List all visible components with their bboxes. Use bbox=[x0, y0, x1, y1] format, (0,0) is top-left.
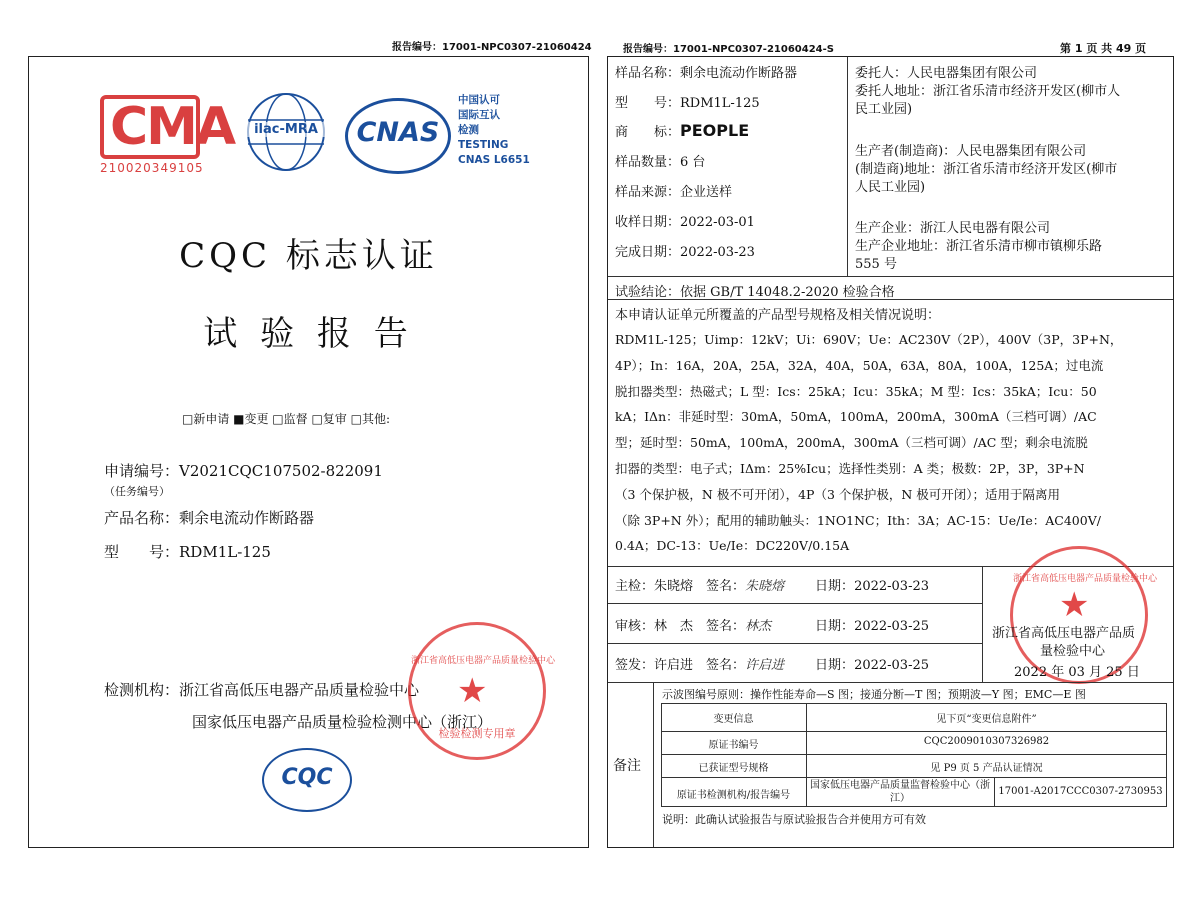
factory-address-1: 生产企业地址：浙江省乐清市柳市镇柳乐路 bbox=[855, 239, 1103, 254]
cma-mark: CMA bbox=[100, 95, 200, 159]
desc-line: （3 个保护极，N 极不可开闭），4P（3 个保护极，N 极可开闭）；适用于隔离用 bbox=[615, 486, 1061, 502]
sample-source: 样品来源：企业送样 bbox=[615, 185, 733, 200]
product-name-row bbox=[104, 507, 314, 528]
sample-model: 型 号：RDM1L-125 bbox=[615, 96, 760, 111]
cma-number: 210020349105 bbox=[100, 161, 204, 175]
application-no-label: 申请编号： bbox=[104, 462, 180, 480]
signer-role: 签发：许启进 bbox=[615, 658, 694, 673]
cnas-caption-line: CNAS L6651 bbox=[458, 154, 530, 166]
date-label: 日期： bbox=[815, 658, 855, 673]
signer-row bbox=[615, 654, 929, 673]
ilac-text: ilac-MRA bbox=[240, 122, 332, 137]
signer-row bbox=[615, 575, 929, 594]
manufacturer-address-2: 人民工业园) bbox=[855, 180, 926, 195]
cnas-caption bbox=[458, 93, 530, 168]
desc-line: 0.4A；DC-13：Ue/Ie：DC220V/0.15A bbox=[615, 538, 850, 554]
remarks-row-value: 见下页“变更信息附件” bbox=[936, 714, 1037, 725]
cma-logo bbox=[100, 95, 235, 175]
stamp-center-text-2: 量检验中心 bbox=[1040, 644, 1106, 659]
desc-line: 扣器的类型：电子式；IΔm：25%Icu；选择性类别：A 类；极数：2P，3P，3P+N bbox=[615, 460, 1085, 476]
sign-date: 2022-03-23 bbox=[854, 579, 930, 594]
application-no-value: V2021CQC107502-822091 bbox=[179, 462, 383, 480]
page-info: 第 1 页 共 49 页 bbox=[1060, 42, 1147, 55]
remarks-row-label: 已获证型号规格 bbox=[698, 763, 769, 774]
stamp-date: 2022 年 03 月 25 日 bbox=[1014, 665, 1140, 680]
desc-body bbox=[615, 327, 1167, 559]
signer-role: 审核：林 杰 bbox=[615, 619, 694, 634]
date-label: 日期： bbox=[815, 579, 855, 594]
desc-line: 4P）；In：16A，20A，25A，32A，40A，50A，63A，80A，100A，125A；过电流 bbox=[615, 357, 1104, 373]
trademark-row bbox=[615, 121, 749, 140]
manufacturer: 生产者(制造商)：人民电器集团有限公司 bbox=[855, 144, 1087, 159]
ilac-logo bbox=[240, 90, 332, 175]
date-label: 日期： bbox=[815, 619, 855, 634]
remarks-top: 示波图编号原则：操作性能寿命—S 图；接通分断—T 图；预期波—Y 图；EMC—E 图 bbox=[662, 688, 1086, 701]
remarks-row-label: 原证书编号 bbox=[708, 740, 759, 751]
cnas-caption-line: 中国认可 bbox=[458, 94, 500, 106]
sign-label: 签名： bbox=[706, 658, 746, 673]
institution-line2: 国家低压电器产品质量检验检测中心（浙江） bbox=[192, 713, 493, 731]
signer-row bbox=[615, 615, 929, 634]
report-title-line2: 试 验 报 告 bbox=[203, 314, 414, 354]
sign-date: 2022-03-25 bbox=[854, 658, 930, 673]
client-address-2: 民工业园) bbox=[855, 102, 913, 117]
institution-line1: 浙江省高低压电器产品质量检验中心 bbox=[179, 681, 420, 699]
right-stamp-ring-text: 浙江省高低压电器产品质量检验中心 bbox=[1013, 574, 1158, 584]
desc-line: （除 3P+N 外）；配用的辅助触头：1NO1NC；Ith：3A；AC-15：Ue/Ie：AC400V/ bbox=[615, 512, 1101, 528]
left-official-stamp bbox=[408, 622, 556, 760]
sign-label: 签名： bbox=[706, 579, 746, 594]
remarks-row-value: CQC2009010307326982 bbox=[923, 736, 1050, 747]
remarks-row-label: 变更信息 bbox=[713, 714, 754, 725]
stamp-star-icon: ★ bbox=[457, 671, 488, 711]
factory-address-2: 555 号 bbox=[855, 257, 897, 272]
cqc-logo-text: CQC bbox=[281, 765, 333, 790]
trademark-label: 商 标： bbox=[615, 125, 681, 140]
sample-quantity: 样品数量：6 台 bbox=[615, 155, 706, 170]
cnas-caption-line: 国际互认 bbox=[458, 109, 500, 121]
factory: 生产企业：浙江人民电器有限公司 bbox=[855, 221, 1051, 236]
application-no-row bbox=[104, 460, 383, 481]
cnas-caption-line: TESTING bbox=[458, 139, 509, 151]
desc-heading: 本申请认证单元所覆盖的产品型号规格及相关情况说明： bbox=[615, 308, 941, 323]
institution-label: 检测机构： bbox=[104, 681, 180, 699]
right-report-number: 报告编号：17001-NPC0307-21060424-S bbox=[623, 44, 834, 55]
model-label: 型 号： bbox=[104, 543, 180, 561]
task-no-label: （任务编号） bbox=[104, 485, 170, 498]
report-title-line1: CQC 标志认证 bbox=[179, 236, 438, 276]
product-name-label: 产品名称： bbox=[104, 509, 180, 527]
desc-line: kA；IΔn：非延时型：30mA，50mA，100mA，200mA，300mA（三档可调）/AC bbox=[615, 409, 1097, 425]
institution-row bbox=[104, 679, 419, 700]
signature: 林杰 bbox=[745, 619, 772, 634]
desc-line: 型；延时型：50mA，100mA，200mA，300mA（三档可调）/AC 型；剩余电流脱 bbox=[615, 435, 1088, 451]
cnas-caption-line: 检测 bbox=[458, 124, 479, 136]
remarks-row-value2: 17001-A2017CCC0307-2730953 bbox=[998, 786, 1163, 797]
sample-name: 样品名称：剩余电流动作断路器 bbox=[615, 66, 798, 81]
product-name-value: 剩余电流动作断路器 bbox=[179, 509, 315, 527]
remarks-row-value: 见 P9 页 5 产品认证情况 bbox=[930, 763, 1043, 774]
remarks-bottom: 说明：此确认试验报告与原试验报告合并使用方可有效 bbox=[662, 813, 926, 826]
signer-role: 主检：朱晓熔 bbox=[615, 579, 694, 594]
model-value: RDM1L-125 bbox=[179, 543, 271, 561]
client: 委托人：人民电器集团有限公司 bbox=[855, 66, 1038, 81]
model-row bbox=[104, 541, 271, 562]
cnas-text: CNAS bbox=[356, 117, 440, 148]
cqc-logo bbox=[262, 748, 352, 812]
stamp-star-icon: ★ bbox=[1059, 585, 1090, 625]
stamp-center-text-1: 浙江省高低压电器产品质 bbox=[992, 626, 1136, 641]
application-types: □新申请 ■变更 □监督 □复审 □其他: bbox=[182, 412, 390, 426]
sign-date: 2022-03-25 bbox=[854, 619, 930, 634]
cnas-logo bbox=[345, 98, 451, 174]
test-conclusion: 试验结论：依据 GB/T 14048.2-2020 检验合格 bbox=[615, 285, 895, 300]
signature: 朱晓熔 bbox=[745, 579, 785, 594]
signature: 许启进 bbox=[745, 658, 785, 673]
left-stamp-bottom-text: 检验检测专用章 bbox=[438, 727, 516, 740]
remarks-row-value: 国家低压电器产品质量监督检验中心（浙江） bbox=[810, 780, 990, 804]
left-stamp-ring-text: 浙江省高低压电器产品质量检验中心 bbox=[411, 656, 556, 666]
trademark-value: PEOPLE bbox=[680, 121, 750, 140]
receive-date: 收样日期：2022-03-01 bbox=[615, 215, 755, 230]
desc-line: RDM1L-125；Uimp：12kV；Ui：690V；Ue：AC230V（2P），400V（3P，3P+N， bbox=[615, 332, 1123, 347]
remarks-label: 备注 bbox=[613, 758, 641, 774]
remarks-row-label: 原证书检测机构/报告编号 bbox=[676, 790, 791, 801]
desc-line: 脱扣器类型：热磁式；L 型：Ics：25kA；Icu：35kA；M 型：Ics：35kA；Icu：50 bbox=[615, 383, 1097, 399]
complete-date: 完成日期：2022-03-23 bbox=[615, 245, 755, 260]
left-report-number: 报告编号：17001-NPC0307-21060424 bbox=[392, 42, 592, 53]
manufacturer-address-1: (制造商)地址：浙江省乐清市经济开发区(柳市 bbox=[855, 162, 1118, 177]
client-address-1: 委托人地址：浙江省乐清市经济开发区(柳市人 bbox=[855, 84, 1121, 99]
sign-label: 签名： bbox=[706, 619, 746, 634]
